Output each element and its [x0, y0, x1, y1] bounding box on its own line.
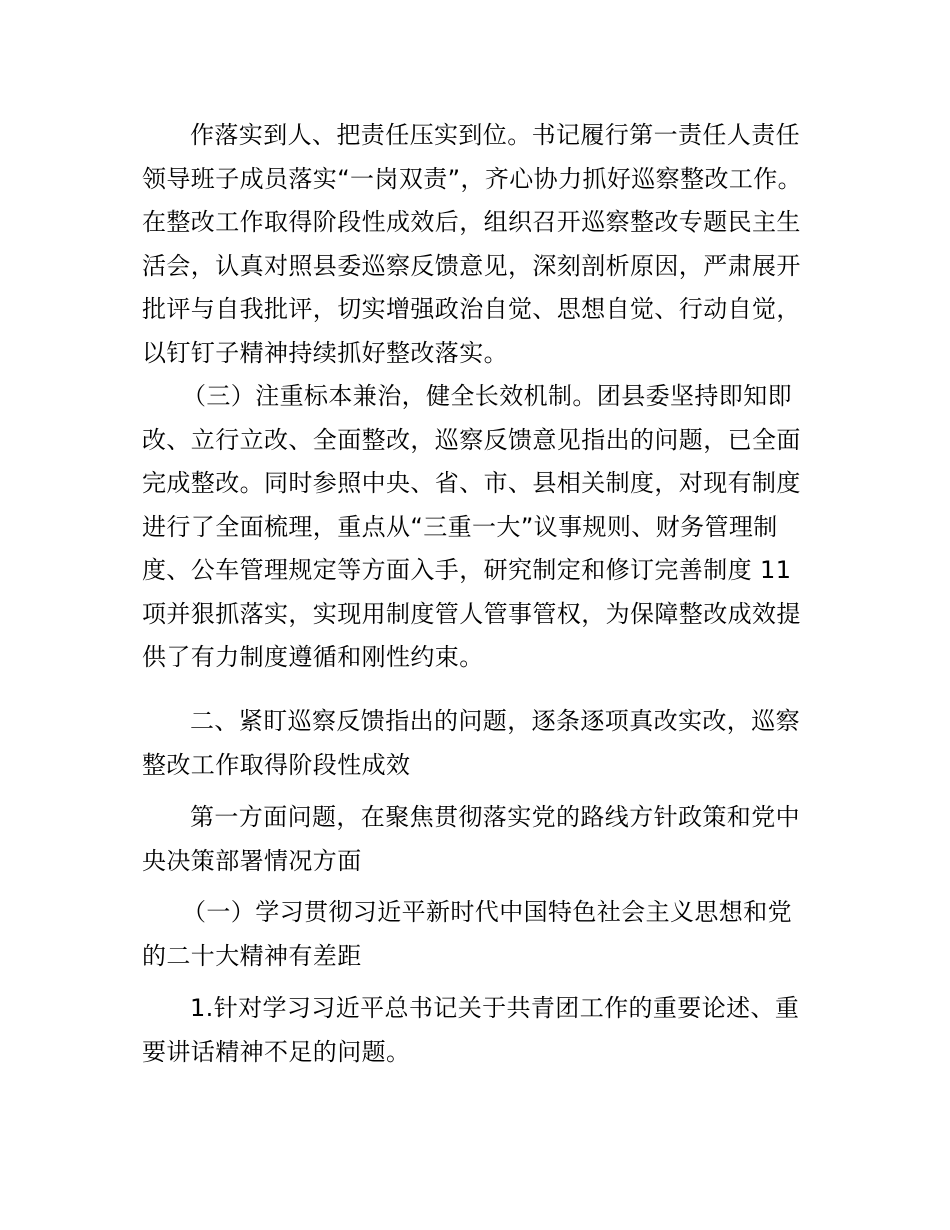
paragraph-long-term-mechanism — [142, 375, 822, 680]
text-line: 项并狠抓落实，实现用制度管人管事管权，为保障整改成效提 — [142, 599, 801, 628]
text-line: 整改工作取得阶段性成效 — [142, 750, 411, 779]
text-line: 供了有力制度遵循和刚性约束。 — [142, 643, 484, 671]
text-line: 作落实到人、把责任压实到位。书记履行第一责任人责任 — [190, 121, 800, 149]
text-line: 批评与自我批评，切实增强政治自觉、思想自觉、行动自觉， — [142, 295, 801, 323]
text-line: 活会，认真对照县委巡察反馈意见，深刻剖析原因，严肃展开 — [142, 251, 801, 280]
text-line: 1.针对学习习近平总书记关于共青团工作的重要论述、重 — [190, 994, 800, 1022]
text-line: 进行了全面梳理，重点从“三重一大”议事规则、财务管理制 — [142, 512, 778, 541]
text-line: 改、立行立改、全面整改，巡察反馈意见指出的问题，已全面 — [142, 425, 801, 454]
item-one — [142, 987, 822, 1074]
text-line: 第一方面问题，在聚焦贯彻落实党的路线方针政策和党中 — [190, 803, 800, 831]
text-line: 要讲话精神不足的问题。 — [142, 1037, 411, 1066]
paragraph-responsibility — [142, 114, 822, 375]
text-line: 央决策部署情况方面 — [142, 846, 362, 875]
text-line: （一）学习贯彻习近平新时代中国特色社会主义思想和党 — [182, 898, 792, 926]
text-line: 领导班子成员落实“一岗双责”，齐心协力抓好巡察整改工作。 — [142, 164, 803, 193]
text-line: 二、紧盯巡察反馈指出的问题，逐条逐项真改实改，巡察 — [190, 707, 800, 735]
paragraph-first-problem — [142, 796, 822, 883]
text-line: （三）注重标本兼治，健全长效机制。团县委坚持即知即 — [182, 382, 792, 410]
subheading-one — [142, 891, 822, 978]
text-line: 以钉钉子精神持续抓好整改落实。 — [142, 338, 508, 367]
text-line: 的二十大精神有差距 — [142, 941, 362, 970]
text-line: 在整改工作取得阶段性成效后，组织召开巡察整改专题民主生 — [142, 208, 801, 236]
text-line: 完成整改。同时参照中央、省、市、县相关制度，对现有制度 — [142, 469, 801, 497]
section-heading-two — [142, 700, 822, 787]
text-line: 度、公车管理规定等方面入手，研究制定和修订完善制度 11 — [142, 556, 792, 584]
